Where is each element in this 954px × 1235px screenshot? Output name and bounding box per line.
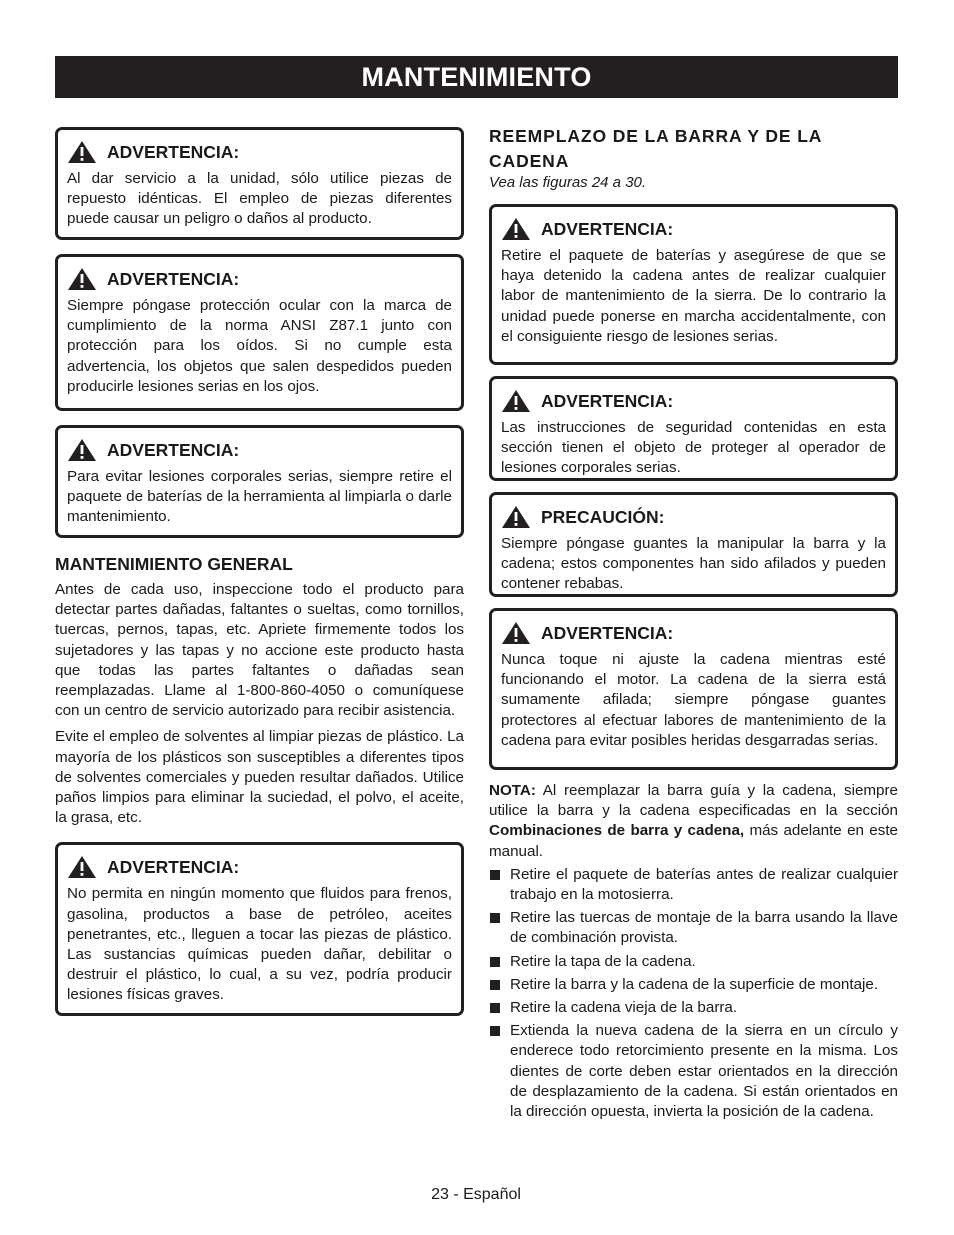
- warning-triangle-icon: [67, 855, 97, 879]
- warning-text: Para evitar lesiones corporales serias, siempre retire el paquete de baterías de la herramienta al limpiarla o darle mantenimiento.: [67, 468, 452, 526]
- warning-box-replacement-parts: [55, 127, 464, 240]
- list-item: Retire las tuercas de montaje de la barra usando la llave de combinación provista.: [489, 908, 898, 948]
- warning-box-remove-battery: [55, 425, 464, 538]
- bullet-square-icon: [490, 1026, 500, 1036]
- warning-triangle-icon: [501, 505, 531, 529]
- warning-box-eye-protection: [55, 254, 464, 411]
- caution-box-gloves: [489, 492, 898, 597]
- right-column: [489, 124, 898, 1125]
- warning-triangle-icon: [501, 217, 531, 241]
- left-column: [55, 127, 464, 1030]
- bullet-square-icon: [490, 1003, 500, 1013]
- warning-box-chemicals: [55, 842, 464, 1016]
- list-item: Retire la barra y la cadena de la superficie de montaje.: [489, 975, 898, 995]
- caution-title: PRECAUCIÓN:: [541, 506, 665, 527]
- warning-title: ADVERTENCIA:: [107, 141, 240, 162]
- list-item: Retire la cadena vieja de la barra.: [489, 998, 898, 1018]
- page-number: 23 - Español: [431, 1186, 521, 1203]
- general-maintenance-paragraph-2: Evite el empleo de solventes al limpiar piezas de plástico. La mayoría de los plásticos son susceptibles a diferentes tipos de solventes comerciales y pueden resultar dañados. Utilice paños limpios para eliminar la suciedad, el polvo, el aceite, la grasa, etc.: [55, 728, 464, 827]
- warning-text: Retire el paquete de baterías y asegúrese de que se haya detenido la cadena antes de realizar cualquier labor de mantenimiento de la sierra. De lo contrario la unidad puede ponerse en marcha accidentalmente, con el consiguiente riesgo de lesiones serias.: [501, 247, 886, 345]
- caution-text: Siempre póngase guantes la manipular la barra y la cadena; estos componentes han sido afilados y pueden contener rebabas.: [501, 535, 886, 593]
- list-item: Retire la tapa de la cadena.: [489, 952, 898, 972]
- list-item: Extienda la nueva cadena de la sierra en un círculo y enderece todo retorcimiento presente en la misma. Los dientes de corte deben estar orientados en la dirección de desplazamiento de la cadena. Si están orientados en la dirección opuesta, invierta la posición de la cadena.: [489, 1021, 898, 1122]
- warning-title: ADVERTENCIA:: [541, 218, 674, 239]
- warning-title: ADVERTENCIA:: [541, 622, 674, 643]
- bullet-square-icon: [490, 957, 500, 967]
- warning-box-running-motor: [489, 608, 898, 770]
- general-maintenance-paragraph-1: Antes de cada uso, inspeccione todo el producto para detectar partes dañadas, faltantes o sueltas, como tornillos, tuercas, pernos, tapas, etc. Apriete firmemente todos los sujetadores y las tapas y no accione este producto hasta que todas las partes faltantes o dañadas sean reemplazadas. Llame al 1-800-860-4050 o comuníquese con un centro de servicio autorizado para recibir asistencia.: [55, 581, 464, 720]
- warning-text: Las instrucciones de seguridad contenidas en esta sección tienen el objeto de proteger al operador de lesiones corporales serias.: [501, 419, 886, 477]
- warning-triangle-icon: [67, 438, 97, 462]
- warning-text: Siempre póngase protección ocular con la marca de cumplimiento de la norma ANSI Z87.1 junto con protección para los oídos. Si no cumple esta advertencia, los objetos que salen despedidos pueden producirle lesiones serias en los ojos.: [67, 297, 452, 395]
- warning-box-stop-chain: [489, 204, 898, 365]
- replacement-steps-list: [489, 865, 898, 1122]
- figure-reference: Vea las figuras 24 a 30.: [489, 174, 647, 191]
- warning-text: Al dar servicio a la unidad, sólo utilice piezas de repuesto idénticas. El empleo de piezas diferentes puede causar un peligro o daños al producto.: [67, 170, 452, 228]
- section-title-general-maintenance: MANTENIMIENTO GENERAL: [55, 554, 293, 574]
- note-text-1: Al reemplazar la barra guía y la cadena, siempre utilice la barra y la cadena especificadas en la sección: [489, 782, 898, 820]
- note-text-2: más adelante en este manual.: [489, 822, 898, 860]
- bullet-square-icon: [490, 870, 500, 880]
- page-footer: [0, 1186, 954, 1204]
- page-title: MANTENIMIENTO: [55, 56, 898, 98]
- section-title-bar-chain-replacement: REEMPLAZO DE LA BARRA Y DE LA CADENA: [489, 126, 822, 171]
- warning-text: No permita en ningún momento que fluidos para frenos, gasolina, productos a base de petróleo, aceites penetrantes, etc., lleguen a tocar las piezas de plástico. Las sustancias químicas pueden dañar, debilitar o destruir el plástico, lo cual, a su vez, podría producir lesiones físicas graves.: [67, 885, 452, 1004]
- warning-title: ADVERTENCIA:: [107, 856, 240, 877]
- warning-triangle-icon: [67, 140, 97, 164]
- warning-title: ADVERTENCIA:: [107, 268, 240, 289]
- bullet-square-icon: [490, 913, 500, 923]
- warning-triangle-icon: [501, 389, 531, 413]
- list-item: Retire el paquete de baterías antes de realizar cualquier trabajo en la motosierra.: [489, 865, 898, 905]
- warning-triangle-icon: [67, 267, 97, 291]
- warning-triangle-icon: [501, 621, 531, 645]
- warning-box-safety-instructions: [489, 376, 898, 481]
- note-bold-reference: Combinaciones de barra y cadena,: [489, 822, 745, 840]
- warning-title: ADVERTENCIA:: [541, 390, 674, 411]
- warning-text: Nunca toque ni ajuste la cadena mientras esté funcionando el motor. La cadena de la sierra está sumamente afilada; siempre póngase guantes protectores al efectuar labores de mantenimiento de la cadena para evitar posibles heridas desgarradas serias.: [501, 651, 886, 749]
- warning-title: ADVERTENCIA:: [107, 439, 240, 460]
- bullet-square-icon: [490, 980, 500, 990]
- note-paragraph: [489, 781, 898, 862]
- note-label: NOTA:: [489, 782, 536, 799]
